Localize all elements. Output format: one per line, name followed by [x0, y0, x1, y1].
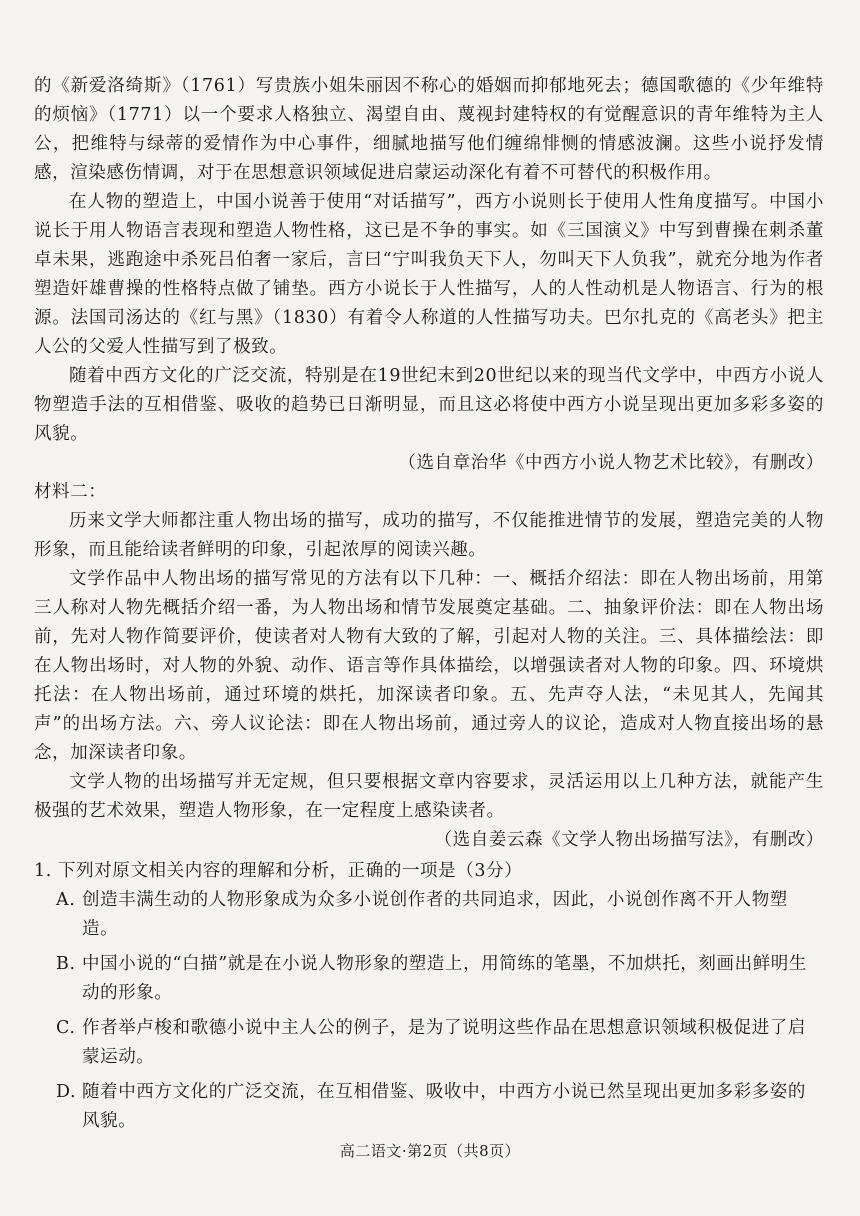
material2-paragraph-3: 文学人物的出场描写并无定规，但只要根据文章内容要求，灵活运用以上几种方法，就能产生极强的艺术效果，塑造人物形象，在一定程度上感染读者。 [34, 772, 824, 821]
option-text: 中国小说的“白描”就是在小说人物形象的塑造上，用简练的笔墨，不加烘托，刻画出鲜明生动的形象。 [82, 954, 807, 1003]
option-text: 创造丰满生动的人物形象成为众多小说创作者的共同追求，因此，小说创作离不开人物塑造。 [82, 890, 788, 939]
question-1-option-c [34, 1014, 824, 1072]
option-letter: C. [56, 1018, 76, 1038]
question-1-option-d [34, 1078, 824, 1136]
material2-paragraph-1: 历来文学大师都注重人物出场的描写，成功的描写，不仅能推进情节的发展，塑造完美的人物形象，而且能给读者鲜明的印象，引起浓厚的阅读兴趣。 [34, 511, 824, 560]
material1-paragraph-continued: 的《新爱洛绮斯》（1761）写贵族小姐朱丽因不称心的婚姻而抑郁地死去；德国歌德的《少年维特的烦恼》（1771）以一个要求人格独立、渴望自由、蔑视封建特权的有觉醒意识的青年维特为主人公，把维特与绿蒂的爱情作为中心事件，细腻地描写他们缠绵悱恻的情感波澜。这些小说抒发情感，渲染感伤情调，对于在思想意识领域促进启蒙运动深化有着不可替代的积极作用。 [34, 76, 824, 183]
material1-source: （选自章治华《中西方小说人物艺术比较》，有删改） [398, 453, 824, 473]
page-content [34, 72, 824, 1142]
material1-paragraph-2: 在人物的塑造上，中国小说善于使用“对话描写”，西方小说则长于使用人性角度描写。中国小说长于用人物语言表现和塑造人物性格，这已是不争的事实。如《三国演义》中写到曹操在刺杀董卓未果，逃跑途中杀死吕伯奢一家后，言曰“宁叫我负天下人，勿叫天下人负我”，就充分地为作者塑造奸雄曹操的性格特点做了铺垫。西方小说长于人性描写，人的人性动机是人物语言、行为的根源。法国司汤达的《红与黑》（1830）有着令人称道的人性描写功夫。巴尔扎克的《高老头》把主人公的父爱人性描写到了极致。 [34, 192, 824, 357]
material2-paragraph-2: 文学作品中人物出场的描写常见的方法有以下几种：一、概括介绍法：即在人物出场前，用第三人称对人物先概括介绍一番，为人物出场和情节发展奠定基础。二、抽象评价法：即在人物出场前，先对人物作简要评价，使读者对人物有大致的了解，引起对人物的关注。三、具体描绘法：即在人物出场时，对人物的外貌、动作、语言等作具体描绘，以增强读者对人物的印象。四、环境烘托法：在人物出场前，通过环境的烘托，加深读者印象。五、先声夺人法，“未见其人，先闻其声”的出场方法。六、旁人议论法：即在人物出场前，通过旁人的议论，造成对人物直接出场的悬念，加深读者印象。 [34, 569, 824, 763]
material2-source: （选自姜云森《文学人物出场描写法》，有删改） [434, 830, 824, 850]
option-text: 随着中西方文化的广泛交流，在互相借鉴、吸收中，中西方小说已然呈现出更加多彩多姿的风貌。 [82, 1082, 806, 1131]
material2-label: 材料二： [34, 482, 107, 502]
option-letter: D. [56, 1082, 77, 1102]
option-letter: B. [56, 954, 76, 974]
question-1-option-a [34, 886, 824, 944]
question-1-stem: 1. 下列对原文相关内容的理解和分析，正确的一项是（3分） [34, 861, 523, 881]
page-footer: 高二语文·第2页（共8页） [339, 1142, 521, 1160]
option-text: 作者举卢梭和歌德小说中主人公的例子，是为了说明这些作品在思想意识领域积极促进了启蒙运动。 [82, 1018, 806, 1067]
question-1-option-b [34, 950, 824, 1008]
material1-paragraph-3: 随着中西方文化的广泛交流，特别是在19世纪末到20世纪以来的现当代文学中，中西方小说人物塑造手法的互相借鉴、吸收的趋势已日渐明显，而且这必将使中西方小说呈现出更加多彩多姿的风貌。 [34, 366, 824, 444]
option-letter: A. [56, 890, 76, 910]
